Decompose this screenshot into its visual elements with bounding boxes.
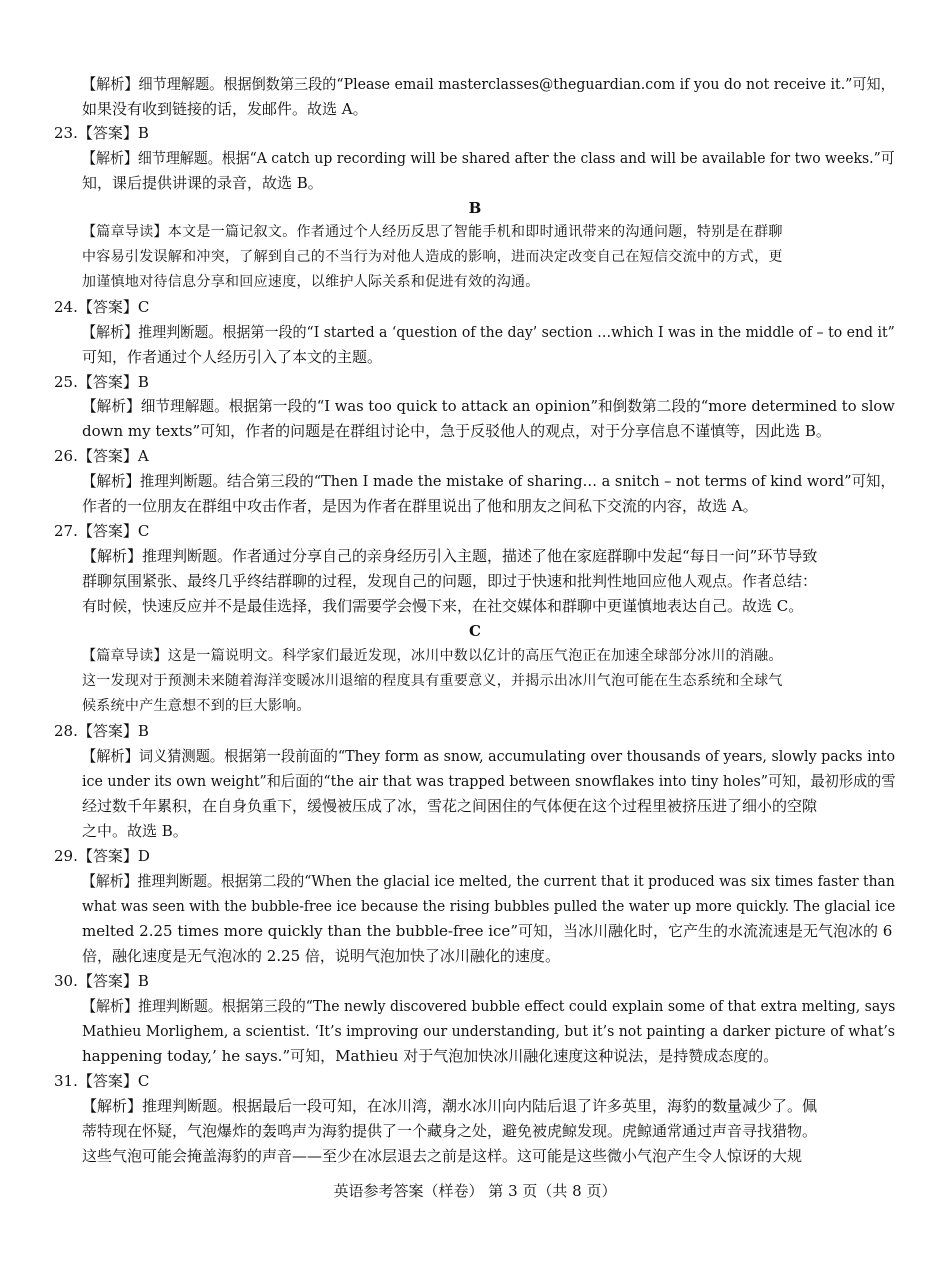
passage-guide-line: 中容易引发误解和冲突，了解到自己的不当行为对他人造成的影响，进而决定改变自己在短信交流中的方式，更 (82, 249, 783, 265)
text-line: 如果没有收到链接的话，发邮件。故选 A。 (82, 100, 368, 118)
text-line: 经过数千年累积，在自身负重下，缓慢被压成了冰，雪花之间困住的气体便在这个过程里被挤压进了细小的空隙 (82, 797, 818, 815)
text-line: 可知，作者通过个人经历引入了本文的主题。 (82, 348, 383, 366)
section-heading-b: B (468, 199, 482, 217)
text-line: 【解析】细节理解题。根据第一段的“I was too quick to attack an opinion”和倒数第二段的“more determined to slow (82, 397, 895, 415)
text-line: what was seen with the bubble-free ice because the rising bubbles pulled the water up more quickly. The glacial ice (82, 897, 896, 915)
text-line: 倍，融化速度是无气泡冰的 2.25 倍，说明气泡加快了冰川融化的速度。 (82, 947, 560, 965)
text-line: 之中。故选 B。 (82, 822, 188, 840)
passage-guide-line: 加谨慎地对待信息分享和回应速度，以维护人际关系和促进有效的沟通。 (82, 274, 540, 290)
question-30-answer: 30.【答案】B (54, 972, 149, 990)
text-line: 【解析】词义猜测题。根据第一段前面的“They form as snow, accumulating over thousands of years, slowly packs into (82, 747, 896, 765)
passage-guide-line: 这一发现对于预测未来随着海洋变暖冰川退缩的程度具有重要意义，并揭示出冰川气泡可能在生态系统和全球气 (82, 673, 783, 689)
text-line: happening today,’ he says.”可知，Mathieu 对于气泡加快冰川融化速度这种说法，是持赞成态度的。 (82, 1047, 779, 1065)
text-line: melted 2.25 times more quickly than the bubble-free ice”可知，当冰川融化时，它产生的水流流速是无气泡冰的 6 (82, 922, 893, 940)
page-footer: 英语参考答案（样卷） 第 3 页（共 8 页） (333, 1182, 617, 1200)
text-line: Mathieu Morlighem, a scientist. ‘It’s improving our understanding, but it’s not painting a darker picture of what’s (82, 1022, 896, 1040)
passage-guide-line: 【篇章导读】这是一篇说明文。科学家们最近发现，冰川中数以亿计的高压气泡正在加速全球部分冰川的消融。 (82, 648, 783, 664)
text-line: 作者的一位朋友在群组中攻击作者，是因为作者在群里说出了他和朋友之间私下交流的内容，故选 A。 (82, 497, 758, 515)
question-23-answer: 23.【答案】B (54, 124, 149, 142)
text-line: down my texts”可知，作者的问题是在群组讨论中，急于反驳他人的观点，对于分享信息不谨慎等，因此选 B。 (82, 422, 831, 440)
question-27-answer: 27.【答案】C (54, 522, 150, 540)
text-line: 这些气泡可能会掩盖海豹的声音——至少在冰层退去之前是这样。这可能是这些微小气泡产生令人惊讶的大规 (82, 1147, 803, 1165)
question-28-answer: 28.【答案】B (54, 722, 149, 740)
section-heading-c: C (469, 622, 481, 640)
text-line: 【解析】推理判断题。作者通过分享自己的亲身经历引入主题，描述了他在家庭群聊中发起“每日一问”环节导致 (82, 547, 818, 565)
text-line: 【解析】推理判断题。根据第三段的“The newly discovered bubble effect could explain some of that extra melting, says (82, 997, 896, 1015)
text-line: 【解析】推理判断题。结合第三段的“Then I made the mistake of sharing… a snitch – not terms of kind word”可知， (82, 472, 896, 490)
text-line: 【解析】细节理解题。根据“A catch up recording will be shared after the class and will be available for two weeks.”可 (82, 149, 895, 167)
text-line: 【解析】推理判断题。根据第一段的“I started a ‘question of the day’ section …which I was in the middle of – to end it” (82, 323, 895, 341)
text-line: ice under its own weight”和后面的“the air that was trapped between snowflakes into tiny holes”可知，最初形成的雪 (82, 772, 896, 790)
text-line: 有时候，快速反应并不是最佳选择，我们需要学会慢下来，在社交媒体和群聊中更谨慎地表达自己。故选 C。 (82, 597, 804, 615)
question-24-answer: 24.【答案】C (54, 298, 150, 316)
text-line: 群聊氛围紧张、最终几乎终结群聊的过程，发现自己的问题，即过于快速和批判性地回应他人观点。作者总结： (82, 572, 818, 590)
question-26-answer: 26.【答案】A (54, 447, 149, 465)
text-line: 【解析】推理判断题。根据第二段的“When the glacial ice melted, the current that it produced was six times faster than (82, 872, 895, 890)
question-25-answer: 25.【答案】B (54, 373, 149, 391)
passage-guide-line: 候系统中产生意想不到的巨大影响。 (82, 698, 311, 714)
text-line: 知，课后提供讲课的录音，故选 B。 (82, 174, 323, 192)
passage-guide-line: 【篇章导读】本文是一篇记叙文。作者通过个人经历反思了智能手机和即时通讯带来的沟通问题，特别是在群聊 (82, 224, 783, 240)
question-31-answer: 31.【答案】C (54, 1072, 150, 1090)
text-line: 【解析】推理判断题。根据最后一段可知，在冰川湾，潮水冰川向内陆后退了许多英里，海豹的数量减少了。佩 (82, 1097, 818, 1115)
text-line: 蒂特现在怀疑，气泡爆炸的轰鸣声为海豹提供了一个藏身之处，避免被虎鲸发现。虎鲸通常通过声音寻找猎物。 (82, 1122, 818, 1140)
question-29-answer: 29.【答案】D (54, 847, 150, 865)
text-line: 【解析】细节理解题。根据倒数第三段的“Please email masterclasses@theguardian.com if you do not receive it.”可知， (82, 75, 895, 93)
